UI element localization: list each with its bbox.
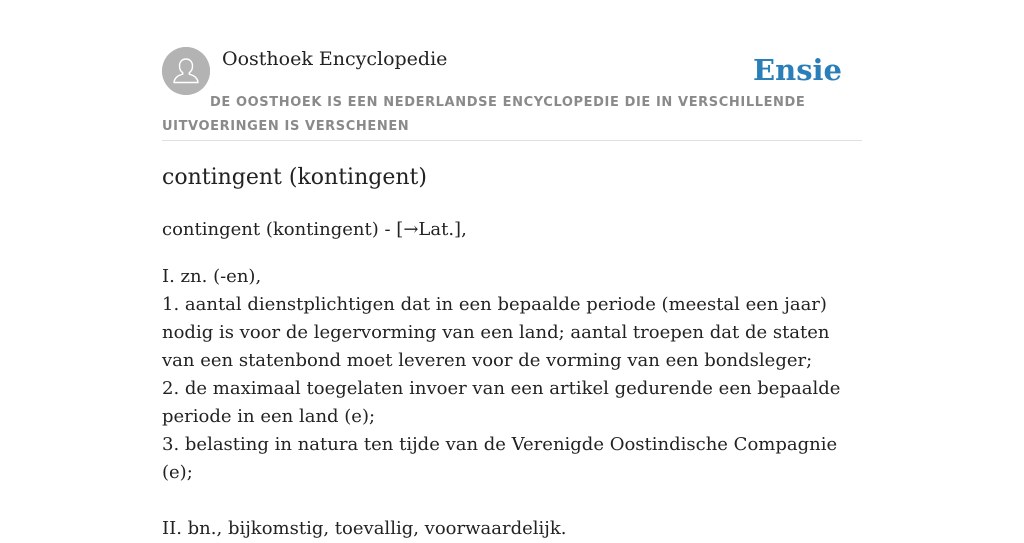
definition-line: 1. aantal dienstplichtigen dat in een bepaalde periode (meestal een jaar) nodig is voor de legervorming van een land; aantal troepen dat de staten van een statenbond moet leveren voor de vorming van een bondsleger; (162, 294, 830, 371)
definition-spacer (162, 487, 862, 515)
definition-line: 3. belasting in natura ten tijde van de Verenigde Oostindische Compagnie (e); (162, 434, 838, 483)
source-header (162, 47, 862, 141)
definition-line: I. zn. (-en), (162, 266, 262, 287)
definition-line: II. bn., bijkomstig, toevallig, voorwaardelijk. (162, 518, 567, 539)
user-icon (162, 47, 210, 95)
entry-definition (162, 263, 862, 543)
source-name[interactable]: Oosthoek Encyclopedie (222, 48, 448, 70)
entry-title: contingent (kontingent) (162, 165, 427, 190)
ensie-logo-link[interactable]: Ensie (753, 53, 842, 87)
entry-content (162, 160, 862, 543)
definition-line: 2. de maximaal toegelaten invoer van een artikel gedurende een bepaalde periode in een land (e); (162, 378, 841, 427)
entry-lemma-line: contingent (kontingent) - [→Lat.], (162, 219, 467, 240)
source-avatar[interactable] (162, 47, 210, 95)
source-tagline: DE OOSTHOEK IS EEN NEDERLANDSE ENCYCLOPEDIE DIE IN VERSCHILLENDE UITVOERINGEN IS VERSCHENEN (162, 95, 806, 134)
